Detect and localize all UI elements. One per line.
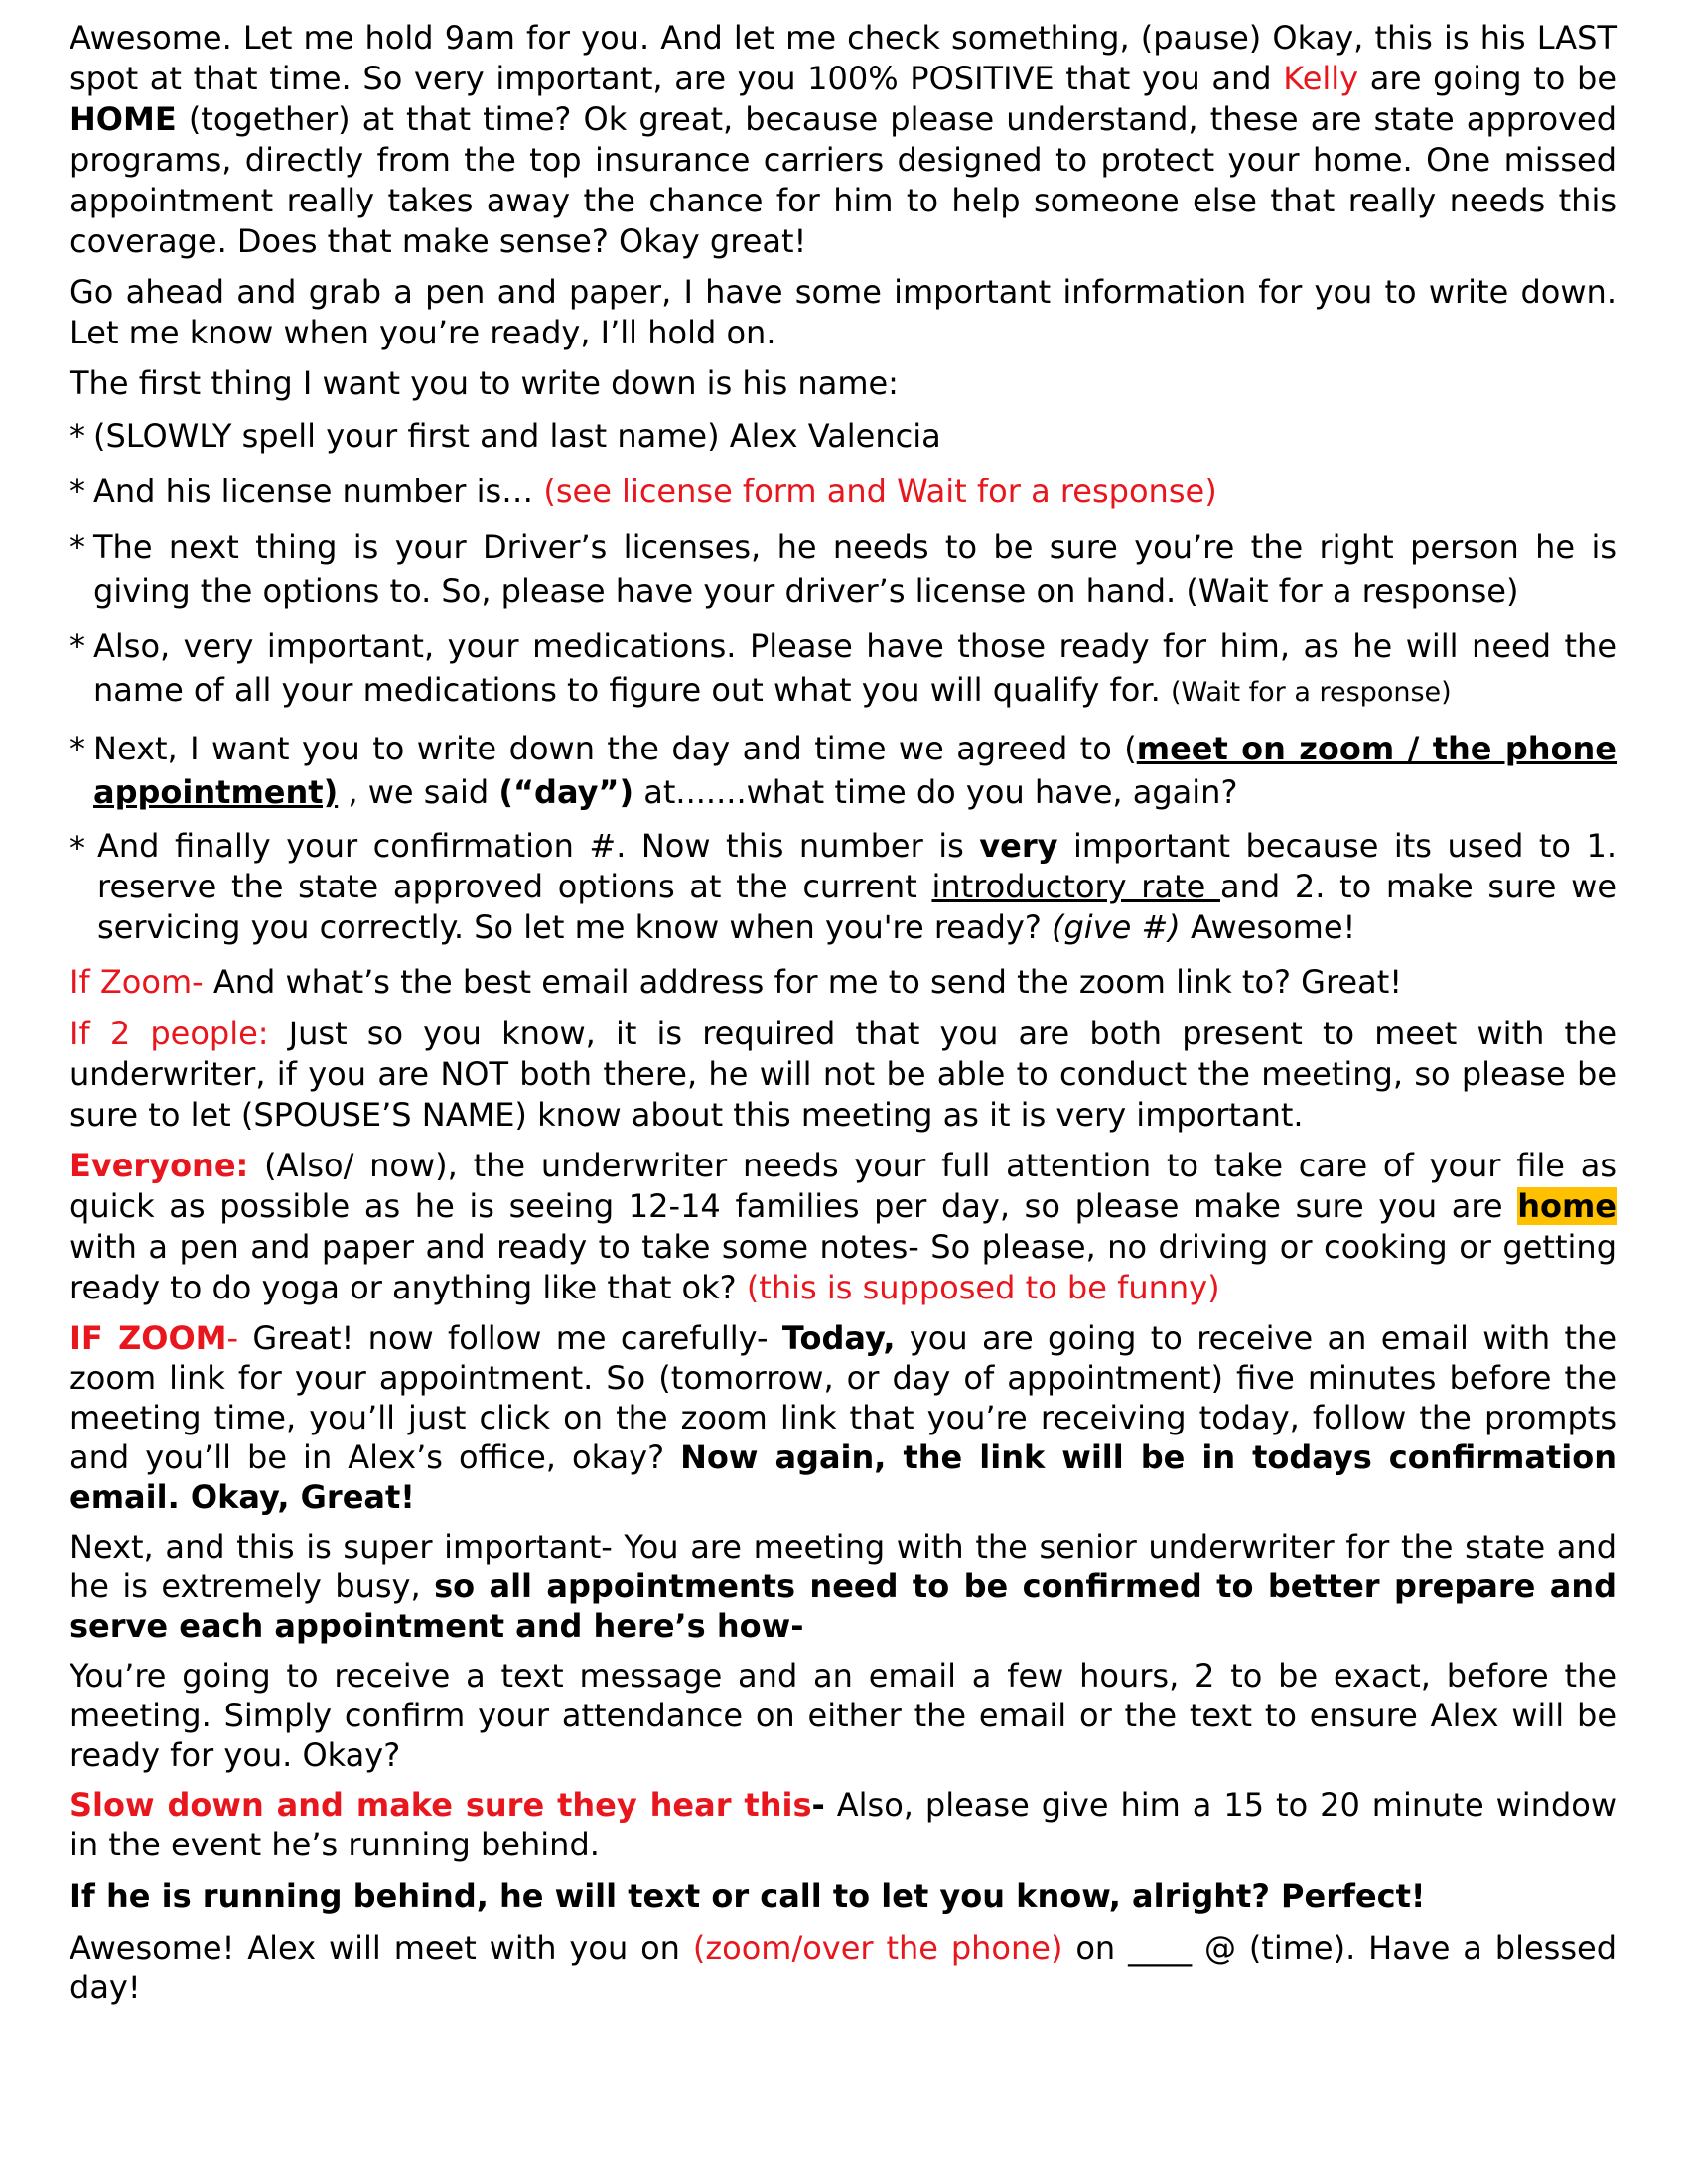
confirm-emphasis: so all appointments need to be confirmed to better prepare and serve each appointment and here’s how- <box>70 1568 1618 1645</box>
give-number-note: (give #) <box>1052 908 1181 946</box>
spouse-name: Kelly <box>1283 60 1359 97</box>
text: Awesome! <box>1180 908 1356 946</box>
text: Just so you know, it is required that you are both present to meet with the underwriter, if you are NOT both there, he will not be able to conduct the meeting, so please be sure to let (SPOUSE’S NAME) know about this meeting as it is very important. <box>70 1015 1618 1134</box>
script-document <box>70 18 1617 2017</box>
bullet-star: * <box>70 417 85 455</box>
text: at.......what time do you have, again? <box>633 773 1238 811</box>
text: Next, I want you to write down the day and time we agreed to ( <box>93 730 1137 767</box>
meeting-type-note: (zoom/over the phone) <box>692 1929 1063 1967</box>
bullet-text: (SLOWLY spell your first and last name) Alex Valencia <box>93 417 941 455</box>
text: And his license number is… <box>93 473 544 510</box>
paragraph-pen-paper: Go ahead and grab a pen and paper, I have some important information for you to write down. Let me know when you’re ready, I’ll hold on. <box>70 273 1617 351</box>
text: And finally your confirmation #. Now this number is <box>97 827 980 865</box>
paragraph-senior-underwriter <box>70 1527 1617 1646</box>
bullet-text: The next thing is your Driver’s licenses, he needs to be sure you’re the right person he is giving the options to. So, please have your driver’s license on hand. (Wait for a response) <box>93 528 1617 610</box>
today-emphasis: Today, <box>781 1319 896 1357</box>
paragraph-if-zoom-email <box>70 960 1617 1004</box>
paragraph-text-message: You’re going to receive a text message and an email a few hours, 2 to be exact, before the meeting. Simply confirm your attendance on either the email or the text to ensure Alex will be ready for you. Okay? <box>70 1657 1617 1774</box>
bullet-confirmation-number <box>70 826 1617 948</box>
text: are going to be <box>1358 60 1618 97</box>
bullet-license <box>70 470 1617 513</box>
text: (Also/ now), the underwriter needs your full attention to take care of your file as quick as possible as he is seeing 12-14 families per day, so please make sure you are <box>70 1147 1617 1225</box>
instruction-note: (see license form and Wait for a response) <box>543 473 1217 510</box>
text: on ____ @ (time). Have a blessed day! <box>70 1929 1618 2006</box>
text: important because its used to 1. reserve the state approved options at the current <box>97 827 1618 905</box>
section-label: If 2 people: <box>70 1015 269 1052</box>
paragraph-slow-down <box>70 1785 1617 1864</box>
bullet-star: * <box>70 829 85 867</box>
bullet-star: * <box>70 627 85 665</box>
bullet-text <box>93 727 1617 814</box>
section-label: If Zoom- <box>70 963 204 1001</box>
text: Awesome. Let me hold 9am for you. And let me check something, (pause) Okay, this is his LAST spot at that time. So very important, are you 100% POSITIVE that you and <box>70 19 1617 97</box>
paragraph-if-zoom-link <box>70 1318 1617 1517</box>
section-label: Everyone: <box>70 1147 249 1184</box>
bullet-text <box>93 624 1617 715</box>
text: And what’s the best email address for me to send the zoom link to? Great! <box>203 963 1403 1001</box>
bullet-text <box>93 470 1617 513</box>
text: Also, please give him a 15 to 20 minute window in the event he’s running behind. <box>70 1786 1618 1863</box>
home-emphasis: HOME <box>70 100 177 138</box>
instruction-note: (this is supposed to be funny) <box>746 1269 1220 1306</box>
bullet-star: * <box>70 730 85 767</box>
text: Great! now follow me carefully- <box>238 1319 782 1357</box>
bullet-medications <box>70 624 1617 715</box>
section-label: Slow down and make sure they hear this <box>70 1786 812 1824</box>
dash: - <box>811 1786 825 1824</box>
bullet-day-time <box>70 727 1617 814</box>
rate-underline: introductory rate <box>931 868 1220 905</box>
bullet-star: * <box>70 528 85 566</box>
bullet-name <box>70 414 1617 458</box>
dash: - <box>226 1319 239 1357</box>
paragraph-first-thing: The first thing I want you to write down is his name: <box>70 364 899 402</box>
section-label: IF ZOOM <box>70 1319 227 1357</box>
paragraph-two-people <box>70 1014 1617 1136</box>
bullet-text <box>97 826 1617 948</box>
text: Awesome! Alex will meet with you on <box>70 1929 693 1967</box>
link-reminder-emphasis: Now again, the link will be in todays confirmation email. Okay, Great! <box>70 1438 1618 1516</box>
text: , we said <box>338 773 499 811</box>
home-highlight: home <box>1517 1187 1617 1225</box>
very-emphasis: very <box>979 827 1058 865</box>
text: Also, very important, your medications. Please have those ready for him, as he will need the name of all your medications to figure out what you will qualify for. <box>93 627 1617 709</box>
bullet-drivers-license <box>70 525 1617 613</box>
bullet-star: * <box>70 473 85 510</box>
text: Next, and this is super important- You are meeting with the senior underwriter for the state and he is extremely busy, <box>70 1528 1617 1605</box>
meeting-type-emphasis: meet on zoom / the phone appointment) <box>93 730 1618 811</box>
paragraph-running-behind: If he is running behind, he will text or call to let you know, alright? Perfect! <box>70 1877 1426 1915</box>
text: (together) at that time? Ok great, because please understand, these are state approved programs, directly from the top insurance carriers designed to protect your home. One missed appointment really takes away the chance for him to help someone else that really needs this coverage. Does that make sense? Okay great! <box>70 100 1617 260</box>
text: with a pen and paper and ready to take some notes- So please, no driving or cooking or getting ready to do yoga or anything like that ok? <box>70 1228 1617 1306</box>
day-emphasis: (“day”) <box>498 773 634 811</box>
text: you are going to receive an email with the zoom link for your appointment. So (tomorrow, or day of appointment) five minutes before the meeting time, you’ll just click on the zoom link that you’re receiving today, follow the prompts and you’ll be in Alex’s office, okay? <box>70 1319 1618 1476</box>
paragraph-closing <box>70 1928 1617 2007</box>
instruction-note: (Wait for a response) <box>1170 677 1452 708</box>
text: and 2. to make sure we servicing you correctly. So let me know when you're ready? <box>97 868 1618 946</box>
paragraph-hold-appointment <box>70 18 1617 262</box>
paragraph-everyone <box>70 1146 1617 1308</box>
